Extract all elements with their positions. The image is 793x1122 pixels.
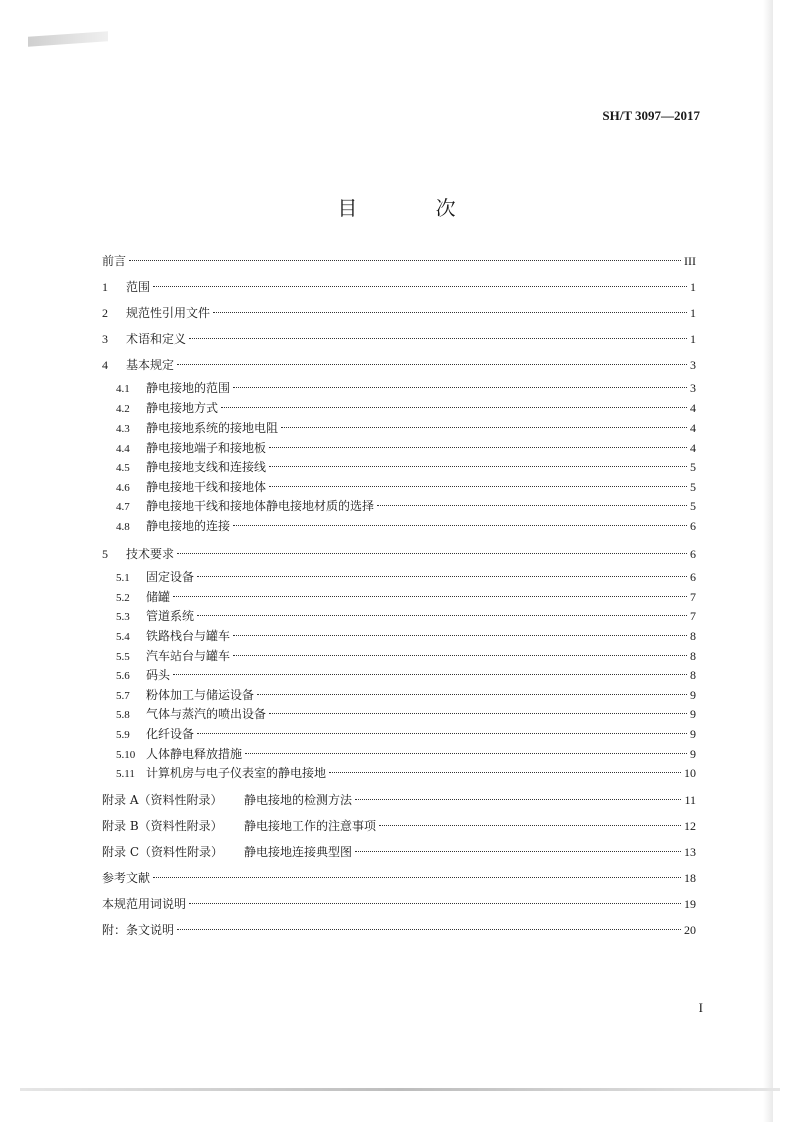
toc-entry[interactable] bbox=[102, 439, 696, 457]
toc-entry-label: 规范性引用文件 bbox=[126, 306, 211, 320]
toc-entry-label: 静电接地干线和接地体静电接地材质的选择 bbox=[146, 499, 375, 513]
toc-entry-label: 基本规定 bbox=[126, 358, 175, 372]
toc-entry-page: 5 bbox=[690, 499, 696, 513]
toc-entry-page: 9 bbox=[690, 727, 696, 741]
toc-entry-page: 19 bbox=[684, 897, 696, 911]
toc-entry-number: 5.3 bbox=[116, 611, 130, 623]
toc-entry-number: 4.4 bbox=[116, 443, 130, 455]
toc-entry-number: 4.7 bbox=[116, 501, 130, 513]
leader-dots bbox=[269, 486, 687, 487]
toc-entry-label: 汽车站台与罐车 bbox=[146, 649, 231, 663]
toc-entry-label: 本规范用词说明 bbox=[102, 897, 187, 911]
scan-edge-shadow bbox=[20, 1088, 780, 1091]
toc-entry-page: 1 bbox=[690, 280, 696, 294]
toc-entry-label: 静电接地支线和连接线 bbox=[146, 460, 267, 474]
toc-entry[interactable] bbox=[102, 647, 696, 665]
toc-entry-number: 4.2 bbox=[116, 403, 130, 415]
toc-entry[interactable] bbox=[102, 921, 696, 939]
toc-entry[interactable] bbox=[102, 252, 696, 270]
toc-entry-label: 人体静电释放措施 bbox=[146, 747, 243, 761]
toc-entry[interactable] bbox=[102, 304, 696, 322]
toc-entry-number: 4.3 bbox=[116, 423, 130, 435]
toc-entry-number: 1 bbox=[102, 280, 108, 294]
scan-edge-shadow bbox=[28, 31, 108, 47]
toc-entry-label: 术语和定义 bbox=[126, 332, 187, 346]
leader-dots bbox=[281, 427, 687, 428]
toc-entry-page: 1 bbox=[690, 332, 696, 346]
toc-entry-label: 静电接地工作的注意事项 bbox=[244, 819, 377, 833]
leader-dots bbox=[221, 407, 687, 408]
toc-entry[interactable] bbox=[102, 817, 696, 835]
toc-entry-label: 气体与蒸汽的喷出设备 bbox=[146, 707, 267, 721]
leader-dots bbox=[189, 338, 687, 339]
toc-appendix-label: 附录 A（资料性附录） bbox=[102, 793, 223, 807]
toc-entry-number: 5.1 bbox=[116, 572, 130, 584]
toc-entry-number: 5.8 bbox=[116, 709, 130, 721]
toc-entry-page: 4 bbox=[690, 401, 696, 415]
toc-entry-label: 静电接地的范围 bbox=[146, 381, 231, 395]
toc-entry-label: 静电接地的连接 bbox=[146, 519, 231, 533]
toc-entry[interactable] bbox=[102, 843, 696, 861]
toc-entry[interactable] bbox=[102, 356, 696, 374]
leader-dots bbox=[233, 635, 687, 636]
leader-dots bbox=[355, 799, 681, 800]
toc-entry-number: 5.2 bbox=[116, 592, 130, 604]
toc-entry[interactable] bbox=[102, 458, 696, 476]
toc-entry[interactable] bbox=[102, 545, 696, 563]
toc-entry-page: 3 bbox=[690, 358, 696, 372]
toc-entry-number: 4.6 bbox=[116, 482, 130, 494]
toc-entry[interactable] bbox=[102, 330, 696, 348]
leader-dots bbox=[197, 576, 687, 577]
leader-dots bbox=[269, 466, 687, 467]
toc-entry-label: 化纤设备 bbox=[146, 727, 195, 741]
toc-entry-number: 5.10 bbox=[116, 749, 136, 761]
toc-appendix-label: 附录 C（资料性附录） bbox=[102, 845, 223, 859]
toc-entry[interactable] bbox=[102, 895, 696, 913]
leader-dots bbox=[189, 903, 681, 904]
leader-dots bbox=[233, 525, 687, 526]
toc-entry[interactable] bbox=[102, 791, 696, 809]
toc-entry-page: 5 bbox=[690, 460, 696, 474]
leader-dots bbox=[173, 596, 687, 597]
toc-entry-label: 静电接地方式 bbox=[146, 401, 219, 415]
toc-entry-page: 10 bbox=[684, 766, 696, 780]
leader-dots bbox=[355, 851, 681, 852]
toc-entry-number: 5.6 bbox=[116, 670, 130, 682]
toc-entry-number: 4 bbox=[102, 358, 108, 372]
toc-entry-label: 管道系统 bbox=[146, 609, 195, 623]
toc-entry-page: 1 bbox=[690, 306, 696, 320]
toc-entry[interactable] bbox=[102, 568, 696, 586]
toc-entry[interactable] bbox=[102, 745, 696, 763]
toc-entry[interactable] bbox=[102, 666, 696, 684]
toc-entry-number: 3 bbox=[102, 332, 108, 346]
toc-entry[interactable] bbox=[102, 705, 696, 723]
toc-entry[interactable] bbox=[102, 497, 696, 515]
toc-entry-page: 8 bbox=[690, 629, 696, 643]
toc-entry-label: 码头 bbox=[146, 668, 171, 682]
leader-dots bbox=[177, 553, 687, 554]
toc-entry[interactable] bbox=[102, 764, 696, 782]
leader-dots bbox=[233, 387, 687, 388]
toc-entry-number: 5 bbox=[102, 547, 108, 561]
leader-dots bbox=[377, 505, 687, 506]
leader-dots bbox=[269, 447, 687, 448]
leader-dots bbox=[213, 312, 687, 313]
toc-entry-label: 静电接地干线和接地体 bbox=[146, 480, 267, 494]
toc-entry-label: 静电接地连接典型图 bbox=[244, 845, 353, 859]
toc-entry-page: 8 bbox=[690, 649, 696, 663]
toc-entry-number: 5.9 bbox=[116, 729, 130, 741]
toc-entry[interactable] bbox=[102, 419, 696, 437]
page-number: I bbox=[698, 1000, 703, 1015]
toc-entry-page: 5 bbox=[690, 480, 696, 494]
toc-entry-page: 9 bbox=[690, 707, 696, 721]
toc-entry[interactable] bbox=[102, 686, 696, 704]
toc-entry-page: 6 bbox=[690, 547, 696, 561]
toc-entry-number: 5.11 bbox=[116, 768, 135, 780]
toc-entry-page: 18 bbox=[684, 871, 696, 885]
toc-entry[interactable] bbox=[102, 607, 696, 625]
toc-entry[interactable] bbox=[102, 725, 696, 743]
toc-entry-page: III bbox=[684, 254, 696, 268]
toc-entry-label: 计算机房与电子仪表室的静电接地 bbox=[146, 766, 327, 780]
toc-entry[interactable] bbox=[102, 278, 696, 296]
leader-dots bbox=[233, 655, 687, 656]
toc-entry-label: 静电接地的检测方法 bbox=[244, 793, 353, 807]
toc-entry-label: 固定设备 bbox=[146, 570, 195, 584]
leader-dots bbox=[177, 929, 681, 930]
toc-entry-label: 前言 bbox=[102, 254, 127, 268]
leader-dots bbox=[153, 877, 681, 878]
toc-entry-page: 8 bbox=[690, 668, 696, 682]
toc-entry-number: 2 bbox=[102, 306, 108, 320]
leader-dots bbox=[269, 713, 687, 714]
leader-dots bbox=[197, 615, 687, 616]
leader-dots bbox=[197, 733, 687, 734]
toc-entry-page: 4 bbox=[690, 421, 696, 435]
toc-entry-page: 11 bbox=[684, 793, 696, 807]
toc-entry-page: 6 bbox=[690, 570, 696, 584]
toc-entry-label: 粉体加工与储运设备 bbox=[146, 688, 255, 702]
toc-entry-label: 静电接地端子和接地板 bbox=[146, 441, 267, 455]
standard-number: SH/T 3097—2017 bbox=[602, 108, 700, 123]
toc-entry-page: 13 bbox=[684, 845, 696, 859]
toc-entry-page: 7 bbox=[690, 590, 696, 604]
leader-dots bbox=[379, 825, 681, 826]
toc-entry[interactable] bbox=[102, 588, 696, 606]
toc-entry-label: 范围 bbox=[126, 280, 151, 294]
toc-entry[interactable] bbox=[102, 869, 696, 887]
page-title: 目 次 bbox=[337, 196, 492, 220]
toc-entry-label: 静电接地系统的接地电阻 bbox=[146, 421, 279, 435]
toc-entry-label: 铁路栈台与罐车 bbox=[146, 629, 231, 643]
toc-appendix-label: 附录 B（资料性附录） bbox=[102, 819, 223, 833]
toc-entry-label: 附：条文说明 bbox=[102, 923, 175, 937]
toc-entry-number: 4.5 bbox=[116, 462, 130, 474]
toc-entry-page: 6 bbox=[690, 519, 696, 533]
toc-entry-number: 5.5 bbox=[116, 651, 130, 663]
toc-entry-number: 5.7 bbox=[116, 690, 130, 702]
leader-dots bbox=[245, 753, 687, 754]
toc-entry-page: 12 bbox=[684, 819, 696, 833]
toc-entry[interactable] bbox=[102, 517, 696, 535]
toc-entry[interactable] bbox=[102, 478, 696, 496]
toc-entry-page: 20 bbox=[684, 923, 696, 937]
toc-entry-label: 储罐 bbox=[146, 590, 171, 604]
leader-dots bbox=[177, 364, 687, 365]
toc-entry[interactable] bbox=[102, 379, 696, 397]
toc-entry-page: 3 bbox=[690, 381, 696, 395]
toc-entry-number: 4.8 bbox=[116, 521, 130, 533]
leader-dots bbox=[153, 286, 687, 287]
toc-entry-page: 9 bbox=[690, 747, 696, 761]
toc-entry[interactable] bbox=[102, 627, 696, 645]
leader-dots bbox=[329, 772, 681, 773]
toc-entry-page: 9 bbox=[690, 688, 696, 702]
toc-entry-label: 技术要求 bbox=[126, 547, 175, 561]
toc-entry-page: 7 bbox=[690, 609, 696, 623]
leader-dots bbox=[129, 260, 681, 261]
toc-entry-label: 参考文献 bbox=[102, 871, 151, 885]
toc-entry-number: 4.1 bbox=[116, 383, 130, 395]
toc-entry[interactable] bbox=[102, 399, 696, 417]
toc-entry-number: 5.4 bbox=[116, 631, 130, 643]
toc-entry-page: 4 bbox=[690, 441, 696, 455]
leader-dots bbox=[257, 694, 687, 695]
leader-dots bbox=[173, 674, 687, 675]
scan-edge-shadow bbox=[763, 0, 773, 1122]
